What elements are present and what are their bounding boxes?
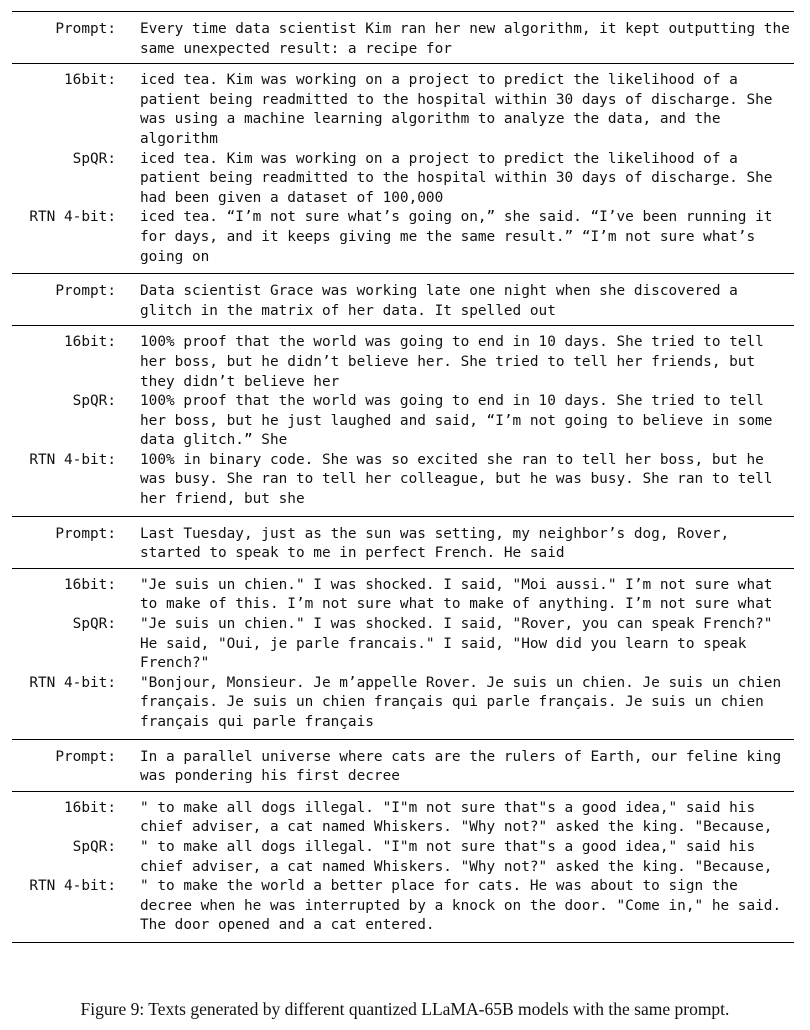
model-label: SpQR:: [72, 616, 116, 633]
model-label: 16bit:: [64, 72, 116, 89]
model-label: SpQR:: [72, 393, 116, 410]
output-text: iced tea. Kim was working on a project to predict the likelihood of a patient being readmitted to the hospital within 30 days of discharge. She was using a machine learning algorithm to analyze the data, and the algorithm: [140, 72, 773, 147]
output-text: " to make all dogs illegal. "I"m not sure that"s a good idea," said his chief adviser, a cat named Whiskers. "Why not?" asked the king. "Because,: [140, 838, 773, 875]
output-row-16bit: [12, 799, 794, 838]
prompt-row: [12, 282, 794, 321]
output-text: " to make all dogs illegal. "I"m not sure that"s a good idea," said his chief adviser, a cat named Whiskers. "Why not?" asked the king. "Because,: [140, 799, 773, 836]
output-text: iced tea. Kim was working on a project to predict the likelihood of a patient being readmitted to the hospital within 30 days of discharge. She had been given a dataset of 100,000: [140, 150, 773, 206]
model-label: RTN 4-bit:: [29, 878, 116, 895]
output-row-spqr: [12, 392, 794, 451]
output-row-spqr: [12, 615, 794, 674]
model-label: RTN 4-bit:: [29, 674, 116, 691]
model-label: 16bit:: [64, 799, 116, 816]
prompt-row: [12, 748, 794, 787]
prompt-text: Data scientist Grace was working late one night when she discovered a glitch in the matrix of her data. It spelled out: [140, 283, 738, 319]
prompt-text: In a parallel universe where cats are the rulers of Earth, our feline king was pondering his first decree: [140, 748, 782, 785]
prompt-block: [12, 12, 794, 64]
model-label: RTN 4-bit:: [29, 209, 116, 226]
output-row-16bit: [12, 333, 794, 392]
figure-caption: Figure 9: Texts generated by different quantized LLaMA-65B models with the same prompt.: [80, 999, 730, 1019]
prompt-label: Prompt:: [55, 21, 116, 37]
output-text: iced tea. “I’m not sure what’s going on,” she said. “I’ve been running it for days, and it keeps giving me the same result.” “I’m not sure what’s going on: [140, 209, 773, 265]
outputs-block: [12, 326, 794, 516]
model-label: 16bit:: [64, 334, 116, 351]
prompt-text: Last Tuesday, just as the sun was setting, my neighbor’s dog, Rover, started to speak to me in perfect French. He said: [140, 525, 730, 562]
generation-table: [12, 11, 794, 943]
prompt-row: [12, 20, 794, 59]
model-label: SpQR:: [72, 838, 116, 855]
model-label: RTN 4-bit:: [29, 451, 116, 468]
prompt-row: [12, 525, 794, 564]
output-text: 100% in binary code. She was so excited she ran to tell her boss, but he was busy. She ran to tell her colleague, but he was busy. She ran to tell her friend, but she: [140, 451, 773, 508]
model-label: SpQR:: [72, 150, 116, 167]
model-label: 16bit:: [64, 576, 116, 593]
output-text: "Bonjour, Monsieur. Je m’appelle Rover. Je suis un chien. Je suis un chien français. Je suis un chien français qui parle français. Je suis un chien français qui parle français: [140, 674, 782, 730]
prompt-block: [12, 517, 794, 569]
outputs-block: [12, 792, 794, 943]
output-row-16bit: [12, 71, 794, 149]
output-row-rtn-4bit: [12, 208, 794, 267]
output-text: " to make the world a better place for cats. He was about to sign the decree when he was interrupted by a knock on the door. "Come in," he said. The door opened and a cat entered.: [140, 878, 782, 934]
output-row-spqr: [12, 150, 794, 209]
prompt-label: Prompt:: [55, 283, 116, 300]
output-text: "Je suis un chien." I was shocked. I said, "Rover, you can speak French?" He said, "Oui, je parle francais." I said, "How did you learn to speak French?": [140, 616, 773, 672]
output-row-rtn-4bit: [12, 674, 794, 733]
output-row-rtn-4bit: [12, 451, 794, 510]
prompt-label: Prompt:: [55, 748, 116, 765]
output-text: 100% proof that the world was going to end in 10 days. She tried to tell her boss, but he didn’t believe her. She tried to tell her friends, but they didn’t believe her: [140, 334, 764, 390]
prompt-text: Every time data scientist Kim ran her new algorithm, it kept outputting the same unexpected result: a recipe for: [140, 21, 790, 57]
output-text: 100% proof that the world was going to end in 10 days. She tried to tell her boss, but he just laughed and said, “I’m not going to believe in some data glitch.” She: [140, 393, 773, 449]
prompt-label: Prompt:: [55, 525, 116, 542]
output-row-spqr: [12, 838, 794, 877]
outputs-block: [12, 64, 794, 274]
output-row-16bit: [12, 576, 794, 615]
output-row-rtn-4bit: [12, 877, 794, 936]
outputs-block: [12, 569, 794, 740]
prompt-block: [12, 740, 794, 792]
output-text: "Je suis un chien." I was shocked. I said, "Moi aussi." I’m not sure what to make of this. I’m not sure what to make of anything. I’m not sure what: [140, 576, 773, 613]
prompt-block: [12, 274, 794, 326]
